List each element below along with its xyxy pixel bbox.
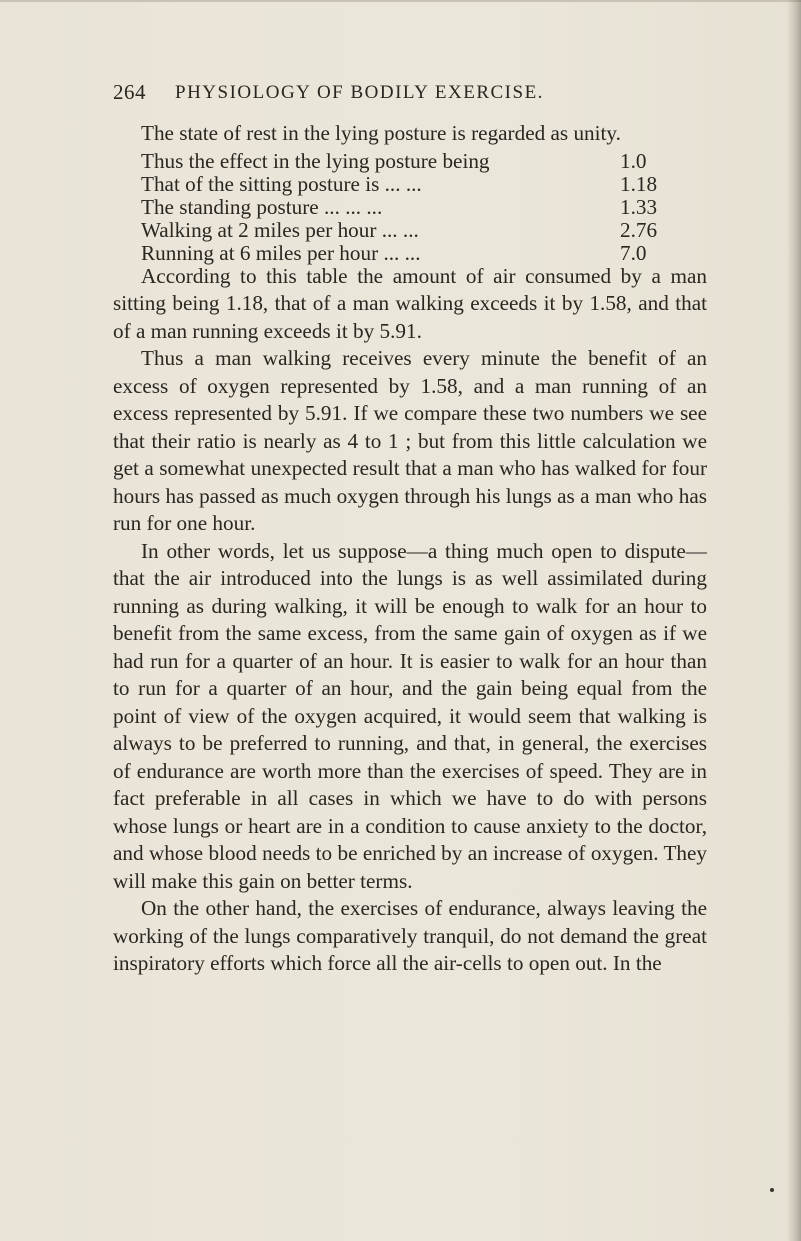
running-header — [113, 80, 673, 110]
running-title: PHYSIOLOGY OF BODILY EXERCISE. — [175, 82, 544, 103]
paragraph-3: Thus a man walking receives every minute the benefit of an excess of oxygen represented by 1.58, and a man running of an excess represented by 5.91. If we compare these two numbers we see that their ratio is nearly as 4 to 1 ; but from this little calculation we get a somewhat unexpected result that a man who has walked for four hours has passed as much oxygen through his lungs as a man who has run for one hour. — [113, 346, 707, 535]
table-row — [141, 148, 707, 171]
paragraph-2: According to this table the amount of air consumed by a man sitting being 1.18, that of a man walking exceeds it by 1.58, and that of a man running exceeds it by 5.91. — [113, 263, 707, 343]
table-row-value: 1.18 — [620, 171, 658, 196]
table-row-label: Running at 6 miles per hour ... ... — [141, 240, 421, 265]
page-number: 264 — [113, 80, 146, 104]
table-row-label: Thus the effect in the lying posture being — [141, 148, 490, 173]
table-row-label: That of the sitting posture is ... ... — [141, 171, 422, 196]
table-row-value: 1.0 — [620, 148, 647, 173]
table-row-value: 7.0 — [620, 240, 647, 265]
data-table — [113, 148, 707, 263]
body-text — [113, 120, 707, 978]
table-row-value: 1.33 — [620, 194, 658, 219]
paragraph-5: On the other hand, the exercises of endurance, always leaving the working of the lungs comparatively tranquil, do not demand the great inspiratory efforts which force all the air-cells to open out. In the — [113, 896, 707, 975]
table-row — [141, 240, 707, 263]
table-row-label: The standing posture ... ... ... — [141, 194, 383, 219]
page-top-border — [0, 0, 801, 2]
page-binding-edge — [787, 0, 801, 1241]
table-row — [141, 217, 707, 240]
table-row — [141, 171, 707, 194]
table-row-value: 2.76 — [620, 217, 658, 242]
table-row — [141, 194, 707, 217]
page-speck — [770, 1188, 774, 1192]
paragraph-4: In other words, let us suppose—a thing much open to dispute—that the air introduced into the lungs is as well assimilated during running as during walking, it will be enough to walk for an hour to benefit from the same excess, from the same gain of oxygen as if we had run for a quarter of an hour. It is easier to walk for an hour than to run for a quarter of an hour, and the gain being equal from the point of view of the oxygen acquired, it would seem that walking is always to be preferred to running, and that, in general, the exercises of endurance are worth more than the exercises of speed. They are in fact preferable in all cases in which we have to do with persons whose lungs or heart are in a condition to cause anxiety to the doctor, and whose blood needs to be enriched by an increase of oxygen. They will make this gain on better terms. — [113, 538, 707, 893]
paragraph-1: The state of rest in the lying posture is regarded as unity. — [141, 121, 621, 145]
table-row-label: Walking at 2 miles per hour ... ... — [141, 217, 419, 242]
